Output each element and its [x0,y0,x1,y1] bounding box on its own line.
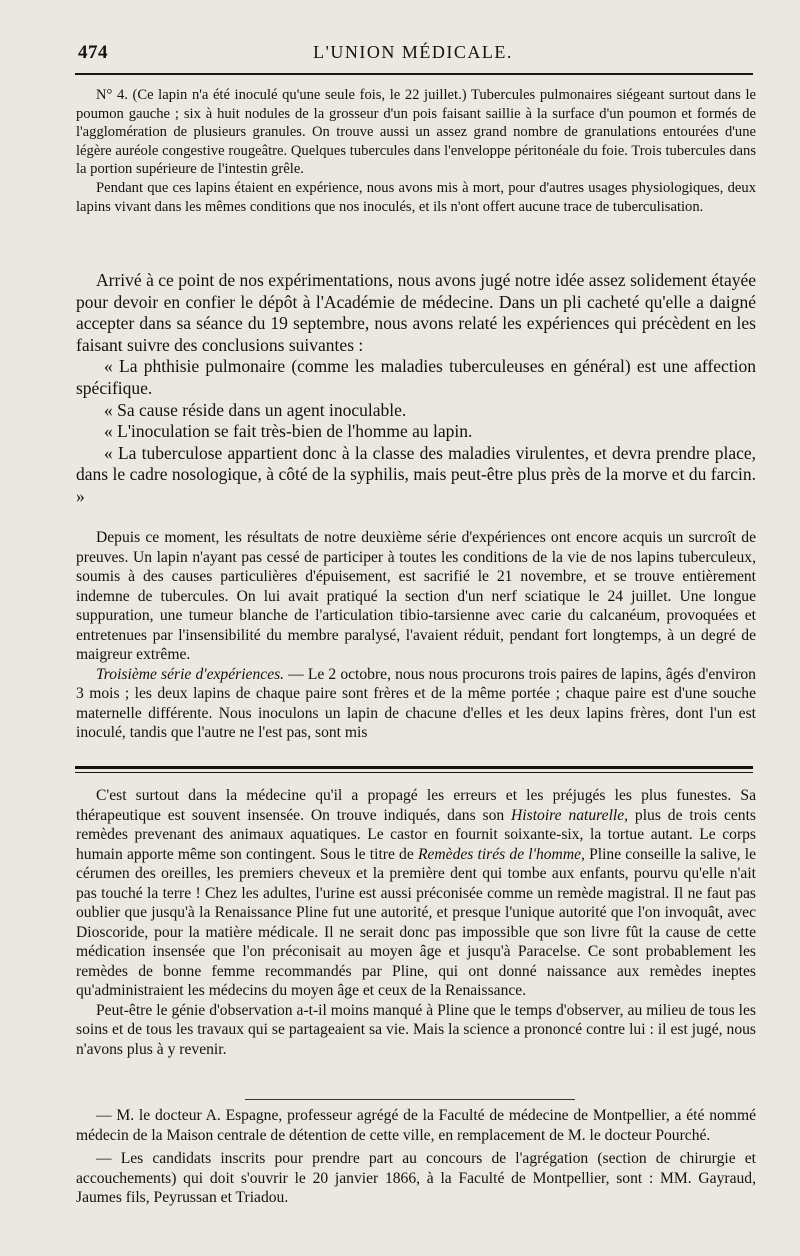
pliny-medicine-paragraph [76,786,756,1001]
running-title: L'UNION MÉDICALE. [313,42,513,62]
third-series-text: — Le 2 octobre, nous nous procurons trois paires de lapins, âgés d'environ 3 mois ; les deux lapins de chaque paire sont frères et de la même portée ; chaque paire est d'une souche maternelle différente. Nous inoculons un lapin de chacune d'elles et les deux lapins frères, dont l'un est inoculé, tandis que l'autre ne l'est pas, sont mis [76,665,756,741]
news-item-espagne: — M. le docteur A. Espagne, professeur agrégé de la Faculté de médecine de Montpellier, a été nommé médecin de la Maison centrale de détention de cette ville, en remplacement de M. le docteur Pourché. [76,1107,756,1144]
pliny-judgment-paragraph: Peut-être le génie d'observation a-t-il moins manqué à Pline que le temps d'observer, au milieu de tous les soins et de tous les travaux qui se partageaient sa vie. Mais la science a prononcé contre lui : il est jugé, nous n'avons plus à y revenir. [76,1001,756,1058]
academy-deposit-paragraph: Arrivé à ce point de nos expérimentations, nous avons jugé notre idée assez solidement étayée pour devoir en confier le dépôt à l'Académie de médecine. Dans un pli cacheté qu'elle a daigné accepter dans sa séance du 19 septembre, nous avons relaté les expériences qui précèdent en les faisant suivre des conclusions suivantes : [76,270,756,355]
page-number: 474 [78,42,108,63]
rabbit-4-note: N° 4. (Ce lapin n'a été inoculé qu'une seule fois, le 22 juillet.) Tubercules pulmonaires siégeant surtout dans le poumon gauche ; six à huit nodules de la grosseur d'un pois faisant saillie à la surface d'un poumon et formés de l'agglomération de plusieurs granules. On trouve aussi un assez grand nombre de granulations entourées d'une légère auréole congestive rougeâtre. Quelques tubercules dans l'enveloppe péritonéale du foie. Trois tubercules dans la portion supérieure de l'intestin grêle. [76,87,756,178]
news-separator [245,1099,575,1100]
feuilleton-text-c: Pline conseille la salive, le cérumen des oreilles, les premiers cheveux et la première dent qui tombe aux enfants, pourvu qu'elle n'ait pas touché la terre ! Chez les adultes, l'urine est aussi préconisée comme un remède magistral. Il ne faut pas oublier que jusqu'à la Renaissance Pline fut une autorité, et presque l'unique autorité que l'on invoquât, avec Dioscoride, pour la matière médicale. Il ne serait donc pas impossible que son livre fût la cause de cette médication insensée que l'on préconisait au moyen âge et jusqu'à Paracelse. Ce sont probablement les remèdes de bonne femme recommandés par Pline, qui ont donné naissance aux remèdes ineptes qu'administraient les médecins du moyen âge et ceux de la Renaissance. [76,845,756,999]
conclusion-quote-1: « La phthisie pulmonaire (comme les maladies tuberculeuses en général) est une affection spécifique. [76,356,756,398]
conclusion-quote-3: « L'inoculation se fait très-bien de l'homme au lapin. [104,421,473,442]
third-series-heading: Troisième série d'expériences. [96,665,285,683]
news-section [76,1106,756,1208]
page-header [72,38,754,66]
conclusion-quote-4: « La tuberculose appartient donc à la classe des maladies virulentes, et devra prendre place, dans le cadre nosologique, à côté de la syphilis, mais peut-être plus près de la morve et du farcin. » [76,442,756,506]
header-rule [75,73,753,75]
academy-deposit-section [76,270,756,508]
feuilleton-section [76,786,756,1059]
feuilleton-separator [75,766,753,776]
feuilleton-text-b: plus de trois cents remèdes prevenant des animaux aquatiques. Le castor en fournit soixante-six, la tortue autant. Le corps humain apporte même son contingent. Sous le titre de [76,806,756,863]
histoire-naturelle-title: Histoire naturelle, [511,806,629,824]
experiment-notes [76,86,756,216]
control-rabbits-paragraph: Pendant que ces lapins étaient en expérience, nous avons mis à mort, pour d'autres usages physiologiques, deux lapins vivant dans les mêmes conditions que nos inoculés, et ils n'ont offert aucune trace de tuberculisation. [76,179,756,215]
second-series-section [76,528,756,743]
second-series-paragraph: Depuis ce moment, les résultats de notre deuxième série d'expériences ont encore acquis un surcroît de preuves. Un lapin n'ayant pas cessé de participer à toutes les conditions de la vie de nos lapins tuberculeux, soumis à des causes particulières d'épuisement, est sacrifié le 21 novembre, et se trouve entièrement indemne de tubercules. On lui avait pratiqué la section d'un nerf sciatique le 24 juillet. Une longue suppuration, une tumeur blanche de l'articulation tibio-tarsienne avec carie du calcanéum, provoquées et entretenues par l'insensibilité du membre paralysé, l'avaient réduit, pendant fort longtemps, à un degré de maigreur extrême. [76,529,756,663]
feuilleton-text-a: C'est surtout dans la médecine qu'il a propagé les erreurs et les préjugés les plus funestes. Sa thérapeutique est souvent insensée. On trouve indiqués, dans son [76,787,756,824]
remedes-title: Remèdes tirés de l'homme, [417,845,585,863]
news-item-agregation: — Les candidats inscrits pour prendre part au concours de l'agrégation (section de chirurgie et accouchements) qui doit s'ouvrir le 20 janvier 1866, à la Faculté de Montpellier, sont : MM. Gayraud, Jaumes fils, Peyrussan et Triadou. [76,1150,756,1206]
conclusion-quote-2: « Sa cause réside dans un agent inoculable. [104,399,407,420]
third-series-paragraph [76,665,756,743]
